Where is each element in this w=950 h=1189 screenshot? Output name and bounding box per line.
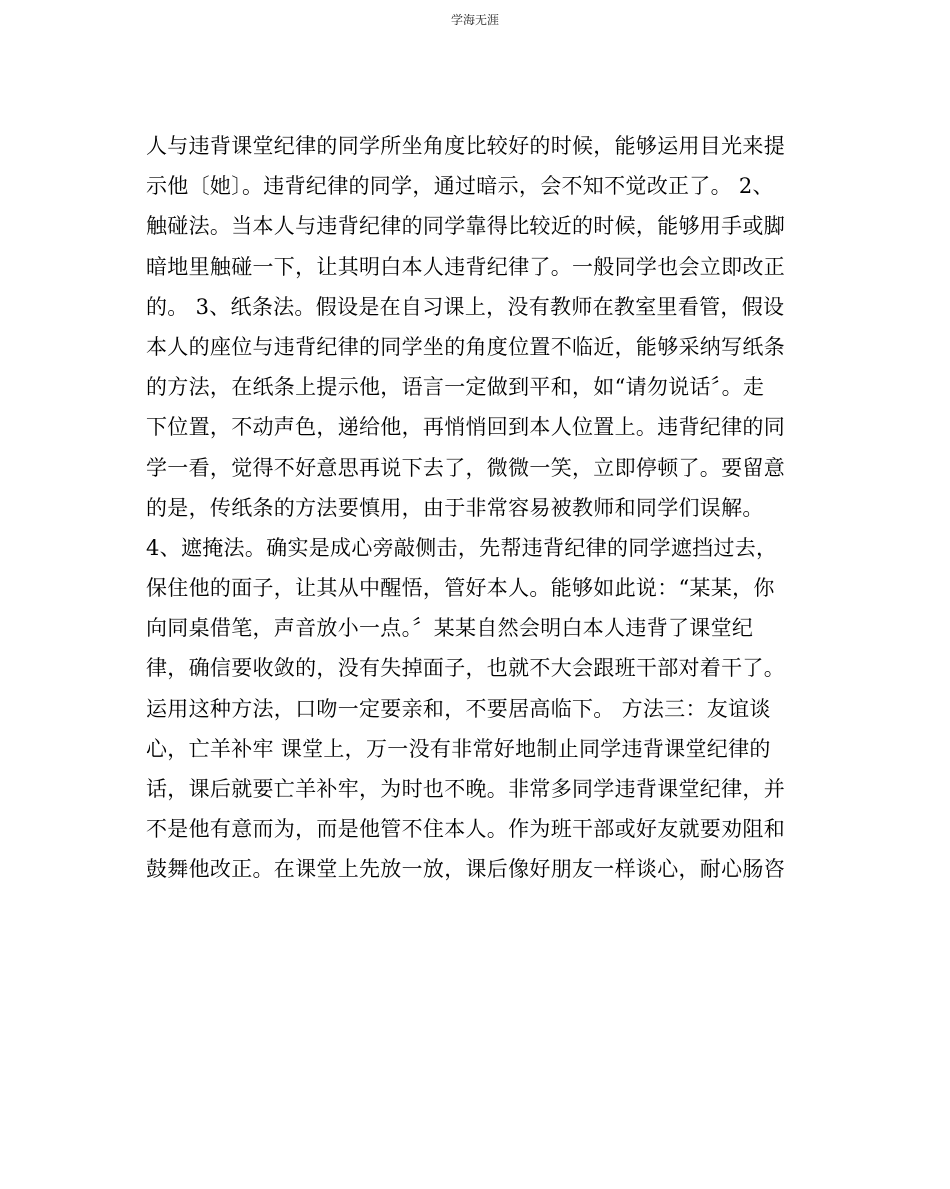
text-line: 人与违背课堂纪律的同学所坐角度比较好的时候，能够运用目光来提	[146, 134, 785, 158]
text-line: 律，确信要收敛的，没有失掉面子，也就不大会跟班干部对着干了。	[146, 656, 785, 681]
text-line: 的是，传纸条的方法要慎用，由于非常容易被教师和同学们误解。	[146, 495, 764, 520]
text-line: 示他〔她〕。违背纪律的同学，通过暗示，会不知不觉改正了。 2、	[146, 174, 774, 199]
text-line: 不是他有意而为，而是他管不住本人。作为班干部或好友就要劝阻和	[146, 817, 785, 842]
text-line: 4、遮掩法。确实是成心旁敲侧击，先帮违背纪律的同学遮挡过去，	[146, 535, 778, 560]
text-line: 下位置，不动声色，递给他，再悄悄回到本人位置上。违背纪律的同	[146, 415, 785, 440]
text-line: 暗地里触碰一下，让其明白本人违背纪律了。一般同学也会立即改正	[146, 254, 785, 279]
body-text	[146, 126, 826, 890]
text-line: 保住他的面子，让其从中醒悟，管好本人。能够如此说：“某某，你	[146, 576, 775, 601]
text-line: 心，亡羊补牢 课堂上，万一没有非常好地制止同学违背课堂纪律的	[146, 736, 771, 761]
text-line: 运用这种方法，口吻一定要亲和，不要居高临下。 方法三：友谊谈	[146, 696, 771, 721]
text-line: 话，课后就要亡羊补牢，为时也不晚。非常多同学违背课堂纪律，并	[146, 777, 785, 801]
text-line: 的方法，在纸条上提示他，语言一定做到平和，如“请勿说话〞。走	[146, 375, 765, 400]
text-line: 学一看，觉得不好意思再说下去了，微微一笑，立即停顿了。要留意	[146, 455, 785, 480]
text-line: 的。 3、纸条法。假设是在自习课上，没有教师在教室里看管，假设	[146, 294, 785, 319]
page-header: 学海无涯	[450, 13, 499, 27]
text-line: 向同桌借笔，声音放小一点。〞某某自然会明白本人违背了课堂纪	[146, 616, 754, 641]
text-line: 鼓舞他改正。在课堂上先放一放，课后像好朋友一样谈心，耐心肠咨	[146, 857, 785, 882]
text-line: 触碰法。当本人与违背纪律的同学靠得比较近的时候，能够用手或脚	[146, 214, 785, 239]
text-line: 本人的座位与违背纪律的同学坐的角度位置不临近，能够采纳写纸条	[146, 334, 785, 359]
